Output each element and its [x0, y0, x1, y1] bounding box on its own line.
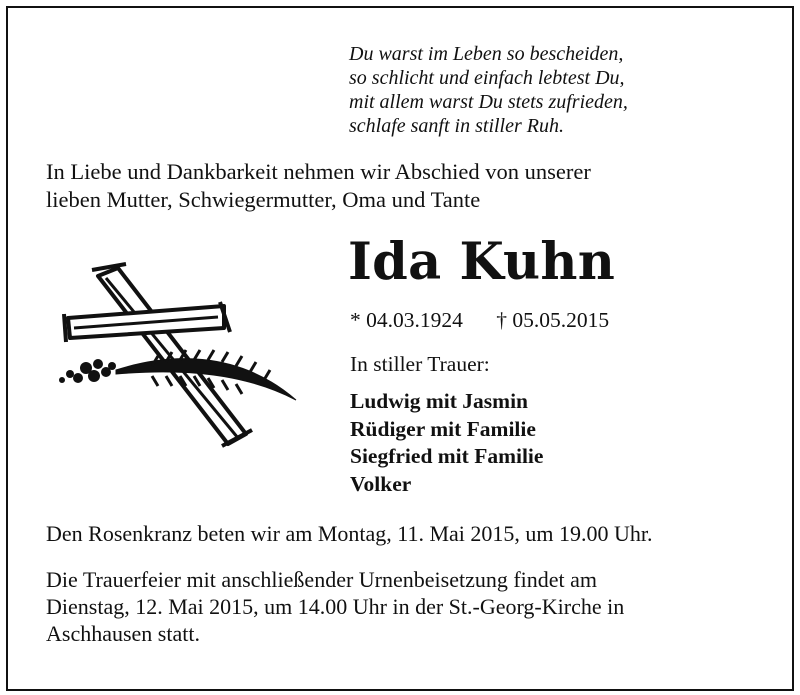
- intro-text: [46, 158, 766, 214]
- cross-with-wheat-icon: [56, 262, 306, 452]
- mourner: Ludwig mit Jasmin: [350, 389, 529, 413]
- poem-line: Du warst im Leben so bescheiden,: [349, 43, 624, 65]
- intro-line: lieben Mutter, Schwiegermutter, Oma und Tante: [46, 187, 481, 212]
- birth-date: * 04.03.1924: [350, 308, 463, 332]
- funeral-line: Die Trauerfeier mit anschließender Urnenbeisetzung findet am: [46, 567, 598, 592]
- poem-line: so schlicht und einfach lebtest Du,: [349, 67, 625, 89]
- mourner: Volker: [350, 471, 412, 496]
- rosary-notice: Den Rosenkranz beten wir am Montag, 11. Mai 2015, um 19.00 Uhr.: [46, 521, 653, 546]
- funeral-line: Aschhausen statt.: [46, 621, 200, 646]
- mourner: Rüdiger mit Familie: [350, 416, 536, 441]
- funeral-line: Dienstag, 12. Mai 2015, um 14.00 Uhr in der St.-Georg-Kirche in: [46, 594, 625, 619]
- funeral-notice: [46, 566, 756, 647]
- mourner: Siegfried mit Familie: [350, 444, 544, 468]
- death-date: † 05.05.2015: [496, 308, 610, 332]
- poem-line: mit allem warst Du stets zufrieden,: [349, 91, 628, 113]
- poem: [349, 42, 628, 138]
- mourner-list: [350, 388, 543, 498]
- deceased-name: Ida Kuhn: [348, 232, 616, 292]
- intro-line: In Liebe und Dankbarkeit nehmen wir Abschied von unserer: [46, 159, 591, 184]
- life-dates: [350, 306, 609, 334]
- mourning-label: In stiller Trauer:: [350, 352, 490, 376]
- poem-line: schlafe sanft in stiller Ruh.: [349, 115, 564, 137]
